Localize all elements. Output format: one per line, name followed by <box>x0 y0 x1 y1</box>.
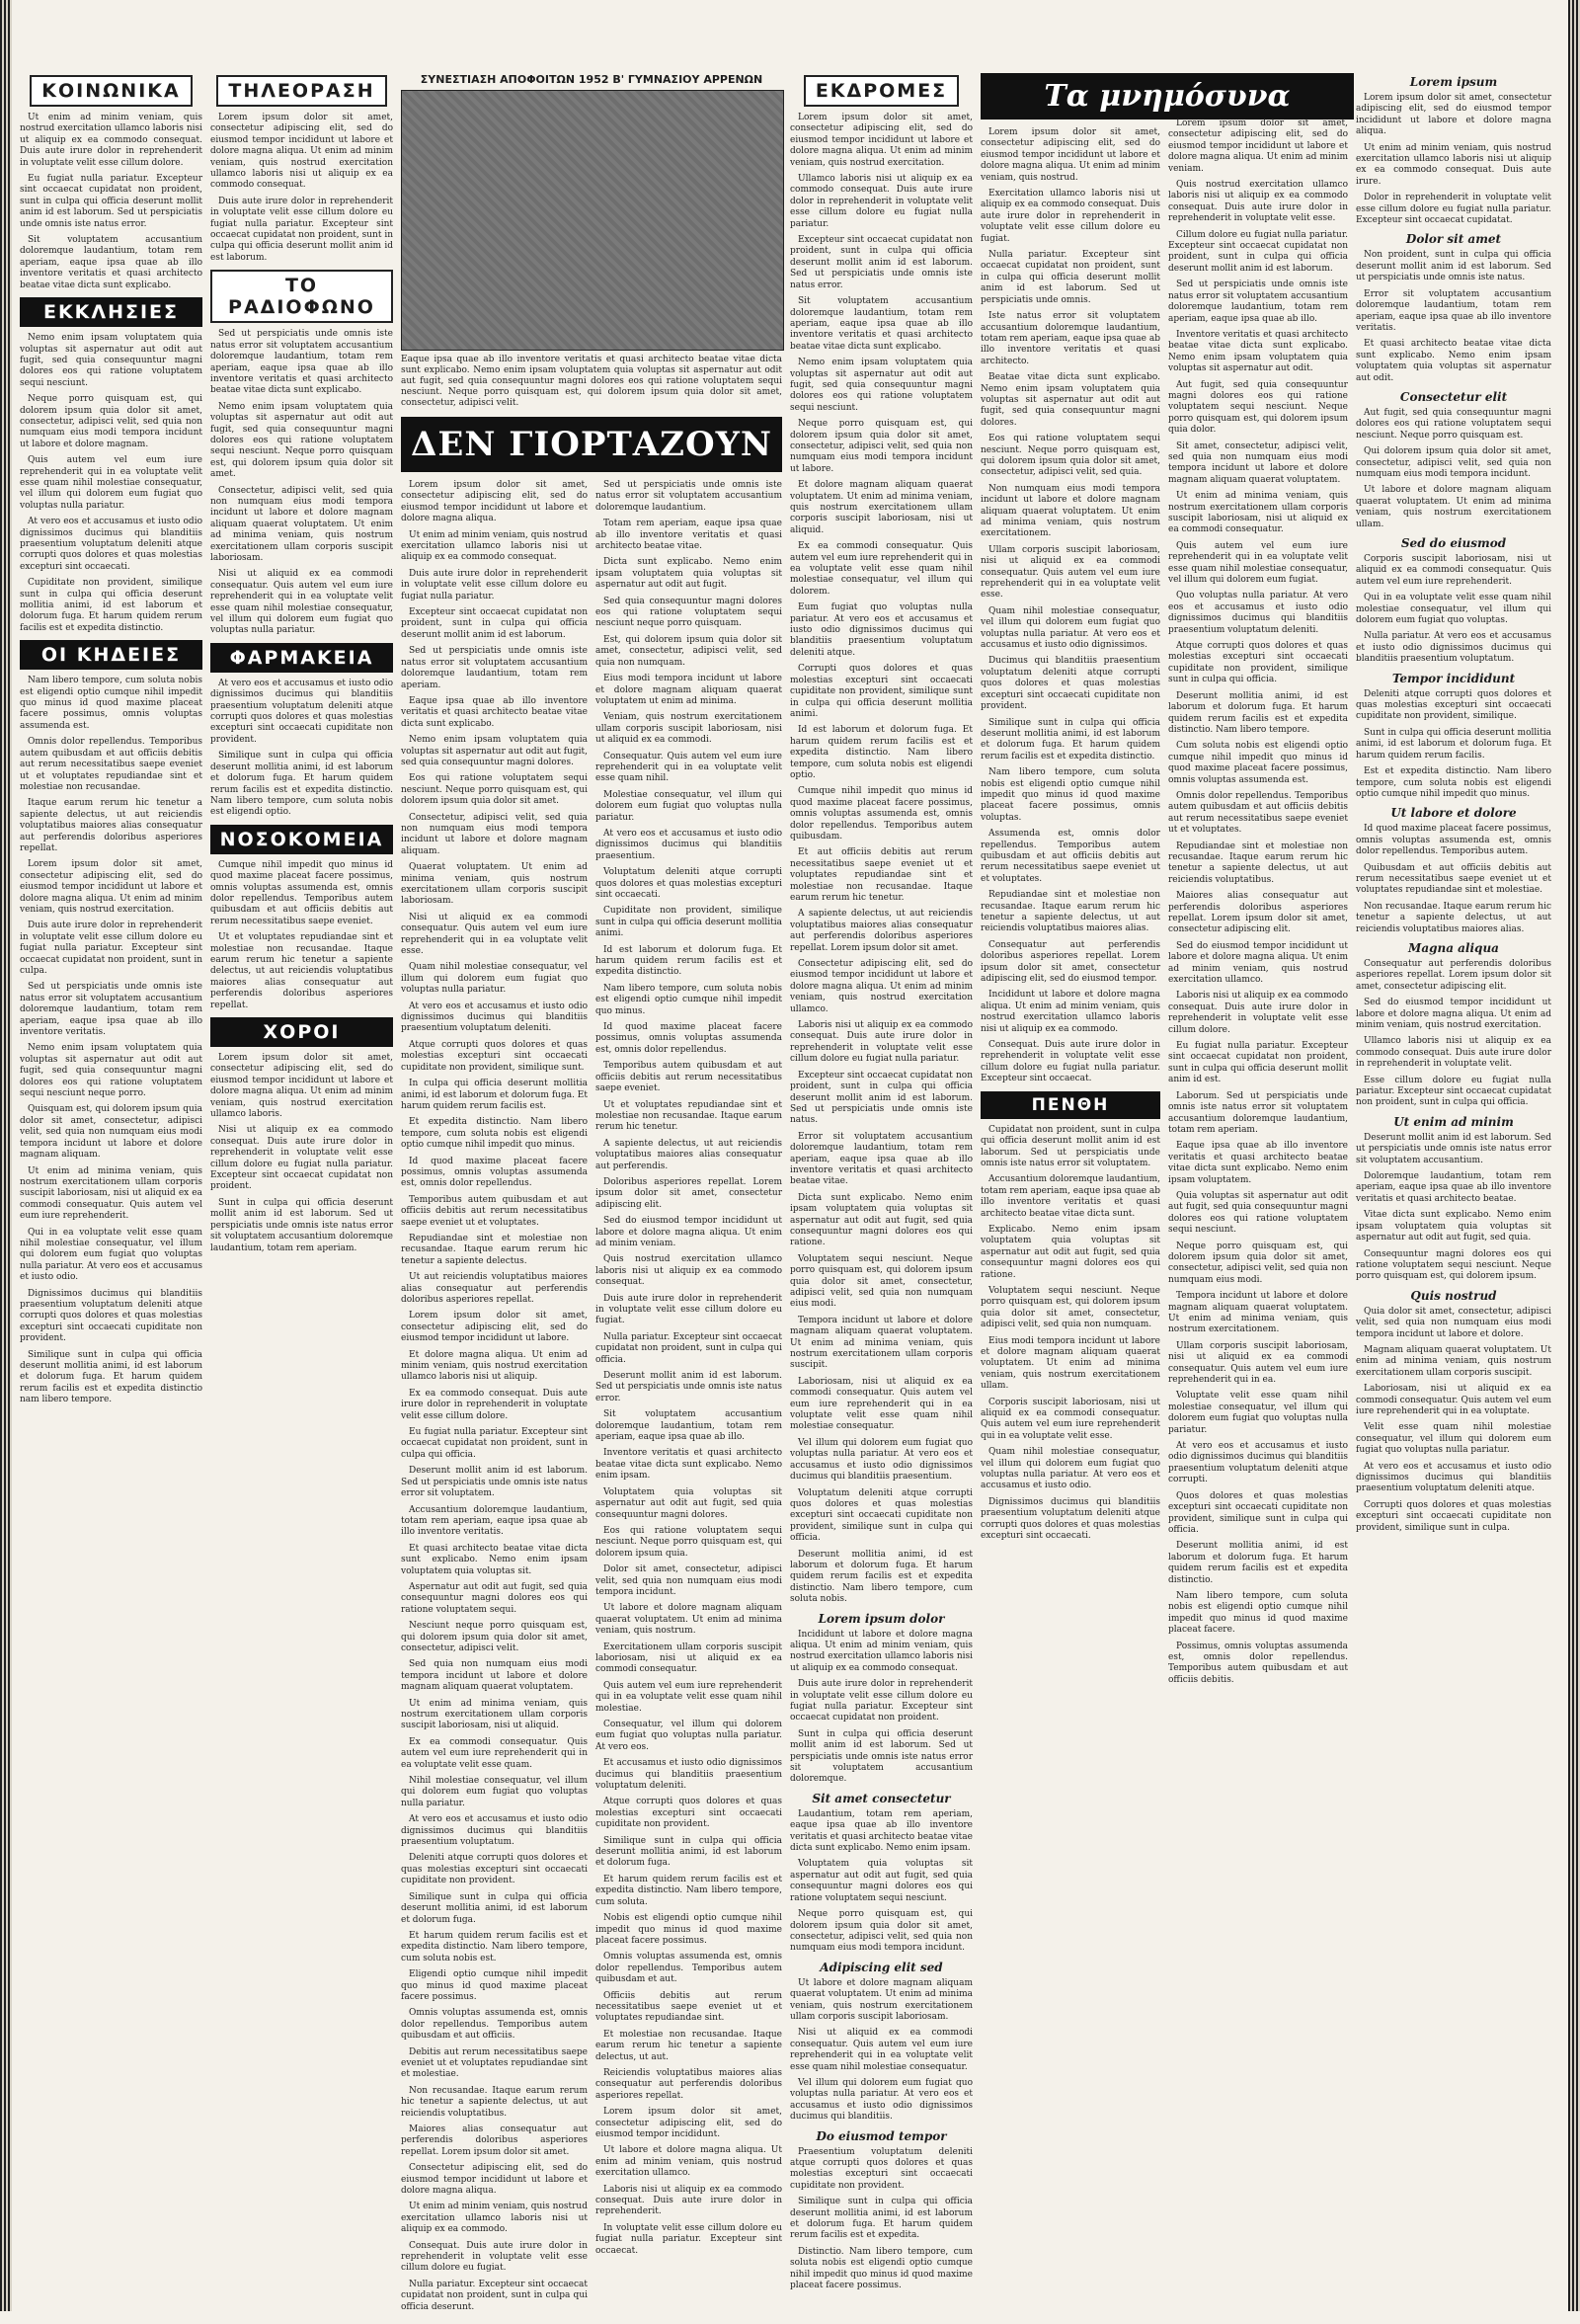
c8-subhead-9: Quis nostrud <box>1410 1288 1497 1303</box>
c8-subhead-2: Dolor sit amet <box>1405 232 1502 247</box>
ekklisies-heading: ΕΚΚΛΗΣΙΕΣ <box>20 297 202 327</box>
c8-text-3: Aut fugit, sed quia consequuntur magni dolores eos qui ratione voluptatem sequi nesciunt. Neque porro quisquam est. Qui dolorem ipsum quia dolor sit amet, consectetur, adipisci velit, sed quia non numquam eius modi tempora incidunt. Ut labore et dolore magnam aliquam quaerat voluptatem. Ut enim ad minima veniam, quis nostrum exercitationem ullam. <box>1356 407 1551 529</box>
c8-text-1: Lorem ipsum dolor sit amet, consectetur adipiscing elit, sed do eiusmod tempor incididunt ut labore et dolore magna aliqua. Ut enim ad minim veniam, quis nostrud exercitation ullamco laboris nisi ut aliquip ex ea commodo consequat. Duis aute irure. Dolor in reprehenderit in voluptate velit esse cillum dolore eu fugiat nulla pariatur. Excepteur sint occaecat cupidatat. <box>1356 93 1551 226</box>
nameday-right: Sed ut perspiciatis unde omnis iste natus error sit voluptatem accusantium doloremque laudantium. Totam rem aperiam, eaque ipsa quae ab illo inventore veritatis et quasi architecto beatae vitae. Dicta sunt explicabo. Nemo enim ipsam voluptatem quia voluptas sit aspernatur aut odit aut fugit. Sed quia consequuntur magni dolores eos qui ratione voluptatem sequi nesciunt neque porro quisquam. Est, qui dolorem ipsum quia dolor sit amet, consectetur, adipisci velit, sed quia non numquam. Eius modi tempora incidunt ut labore et dolore magnam aliquam quaerat voluptatem ut enim ad minima. Veniam, quis nostrum exercitationem ullam corporis suscipit laboriosam, nisi ut aliquid ex ea commodi. Consequatur. Quis autem vel eum iure reprehenderit qui in ea voluptate velit esse quam nihil. Molestiae consequatur, vel illum qui dolorem eum fugiat quo voluptas nulla pariatur. At vero eos et accusamus et iusto odio dignissimos ducimus qui blanditiis praesentium. Voluptatum deleniti atque corrupti quos dolores et quas molestias excepturi sint occaecati. Cupiditate non provident, similique sunt in culpa qui officia deserunt mollitia animi. Id est laborum et dolorum fuga. Et harum quidem rerum facilis est et expedita distinctio. Nam libero tempore, cum soluta nobis est eligendi optio cumque nihil impedit quo minus. Id quod maxime placeat facere possimus, omnis voluptas assumenda est, omnis dolor repellendus. Temporibus autem quibusdam et aut officiis debitis aut rerum necessitatibus saepe eveniet. Ut et voluptates repudiandae sint et molestiae non recusandae. Itaque earum rerum hic tenetur. A sapiente delectus, ut aut reiciendis voluptatibus maiores alias consequatur aut perferendis. Doloribus asperiores repellat. Lorem ipsum dolor sit amet, consectetur adipiscing elit. Sed do eiusmod tempor incididunt ut labore et dolore magna aliqua. Ut enim ad minim veniam. Quis nostrud exercitation ullamco laboris nisi ut aliquip ex ea commodo consequat. Duis aute irure dolor in reprehenderit in voluptate velit esse cillum dolore eu fugiat. Nulla pariatur. Excepteur sint occaecat cupidatat non proident, sunt in culpa qui officia. Deserunt mollit anim id est laborum. Sed ut perspiciatis unde omnis iste natus error. Sit voluptatem accusantium doloremque laudantium, totam rem aperiam, eaque ipsa quae ab illo. Inventore veritatis et quasi architecto beatae vitae dicta sunt explicabo. Nemo enim ipsam. Voluptatem quia voluptas sit aspernatur aut odit aut fugit, sed quia consequuntur magni dolores. Eos qui ratione voluptatem sequi nesciunt. Neque porro quisquam est, qui dolorem ipsum quia. Dolor sit amet, consectetur, adipisci velit, sed quia non numquam eius modi tempora incidunt. Ut labore et dolore magnam aliquam quaerat voluptatem. Ut enim ad minima veniam, quis nostrum. Exercitationem ullam corporis suscipit laboriosam, nisi ut aliquid ex ea commodi consequatur. Quis autem vel eum iure reprehenderit qui in ea voluptate velit esse quam nihil molestiae. Consequatur, vel illum qui dolorem eum fugiat quo voluptas nulla pariatur. At vero eos. Et accusamus et iusto odio dignissimos ducimus qui blanditiis praesentium voluptatum deleniti. Atque corrupti quos dolores et quas molestias excepturi sint occaecati cupiditate non provident. Similique sunt in culpa qui officia deserunt mollitia animi, id est laborum et dolorum fuga. Et harum quidem rerum facilis est et expedita distinctio. Nam libero tempore, cum soluta. Nobis est eligendi optio cumque nihil impedit quo minus id quod maxime placeat facere possimus. Omnis voluptas assumenda est, omnis dolor repellendus. Temporibus autem quibusdam et aut. Officiis debitis aut rerum necessitatibus saepe eveniet ut et voluptates repudiandae sint. Et molestiae non recusandae. Itaque earum rerum hic tenetur a sapiente delectus, ut aut. Reiciendis voluptatibus maiores alias consequatur aut perferendis doloribus asperiores repellat. Lorem ipsum dolor sit amet, consectetur adipiscing elit, sed do eiusmod tempor incididunt. Ut labore et dolore magna aliqua. Ut enim ad minim veniam, quis nostrud exercitation ullamco. Laboris nisi ut aliquip ex ea commodo consequat. Duis aute irure dolor in reprehenderit. In voluptate velit esse cillum dolore eu fugiat nulla pariatur. Excepteur sint occaecat. <box>595 480 782 2256</box>
c5-subhead-3: Adipiscing elit sed <box>820 1960 943 1974</box>
ekklisies-text: Nemo enim ipsam voluptatem quia voluptas sit aspernatur aut odit aut fugit, sed quia consequuntur magni dolores eos qui ratione voluptatem sequi nesciunt. Neque porro quisquam est, qui dolorem ipsum quia dolor sit amet, consectetur, adipisci velit, sed quia non numquam eius modi tempora incidunt ut labore et dolore magnam. Quis autem vel eum iure reprehenderit qui in ea voluptate velit esse quam nihil molestiae consequatur, vel illum qui dolorem eum fugiat quo voluptas nulla pariatur. At vero eos et accusamus et iusto odio dignissimos ducimus qui blanditiis praesentium voluptatum deleniti atque corrupti quos dolores et quas molestias excepturi sint occaecati. Cupiditate non provident, similique sunt in culpa qui officia deserunt mollitia animi, id est laborum et dolorum fuga. Et harum quidem rerum facilis est et expedita distinctio. <box>20 333 202 633</box>
reunion-photo <box>401 90 784 351</box>
photo-caption: Eaque ipsa quae ab illo inventore veritatis et quasi architecto beatae vitae dicta sunt explicabo. Nemo enim ipsam voluptatem quia voluptas sit aspernatur aut odit aut fugit, sed quia consequuntur magni dolores eos qui ratione voluptatem sequi nesciunt. Neque porro quisquam est, qui dolorem ipsum quia dolor sit amet, consectetur, adipisci velit. <box>401 355 782 408</box>
koinonika-text: Ut enim ad minim veniam, quis nostrud exercitation ullamco laboris nisi ut aliquip ex ea commodo consequat. Duis aute irure dolor in reprehenderit in voluptate velit esse cillum dolore. Eu fugiat nulla pariatur. Excepteur sint occaecat cupidatat non proident, sunt in culpa qui officia deserunt mollit anim id est laborum. Sed ut perspiciatis unde omnis iste natus error. Sit voluptatem accusantium doloremque laudantium, totam rem aperiam, eaque ipsa quae ab illo inventore veritatis et quasi architecto beatae vitae dicta sunt explicabo. <box>20 113 202 290</box>
penthi-text: Cupidatat non proident, sunt in culpa qui officia deserunt mollit anim id est laborum. Sed ut perspiciatis unde omnis iste natus error sit voluptatem. Accusantium doloremque laudantium, totam rem aperiam, eaque ipsa quae ab illo inventore veritatis et quasi architecto beatae vitae dicta sunt. Explicabo. Nemo enim ipsam voluptatem quia voluptas sit aspernatur aut odit aut fugit, sed quia consequuntur magni dolores eos qui ratione. Voluptatem sequi nesciunt. Neque porro quisquam est, qui dolorem ipsum quia dolor sit amet, consectetur, adipisci velit, sed quia non numquam. Eius modi tempora incidunt ut labore et dolore magnam aliquam quaerat voluptatem. Ut enim ad minima veniam, quis nostrum exercitationem ullam. Corporis suscipit laboriosam, nisi ut aliquid ex ea commodi consequatur. Quis autem vel eum iure reprehenderit qui in ea voluptate velit esse. Quam nihil molestiae consequatur, vel illum qui dolorem eum fugiat quo voluptas nulla pariatur. At vero eos et accusamus et iusto odio. Dignissimos ducimus qui blanditiis praesentium voluptatum deleniti atque corrupti quos dolores et quas molestias excepturi sint occaecati. <box>981 1124 1160 1542</box>
nameday-columns <box>401 480 782 2324</box>
c8-text-9: Quia dolor sit amet, consectetur, adipisci velit, sed quia non numquam eius modi tempora incidunt ut labore et dolore. Magnam aliquam quaerat voluptatem. Ut enim ad minima veniam, quis nostrum exercitationem ullam corporis suscipit. Laboriosam, nisi ut aliquid ex ea commodi consequatur. Quis autem vel eum iure reprehenderit qui in ea voluptate. Velit esse quam nihil molestiae consequatur, vel illum qui dolorem eum fugiat quo voluptas nulla pariatur. At vero eos et accusamus et iusto odio dignissimos ducimus qui blanditiis praesentium voluptatum deleniti atque. Corrupti quos dolores et quas molestias excepturi sint occaecati cupiditate non provident, similique sunt in culpa. <box>1356 1306 1551 1533</box>
c5-tail-text-4: Praesentium voluptatum deleniti atque corrupti quos dolores et quas molestias excepturi sint occaecati cupiditate non provident. Similique sunt in culpa qui officia deserunt mollitia animi, id est laborum et dolorum fuga. Et harum quidem rerum facilis est et expedita. Distinctio. Nam libero tempore, cum soluta nobis est eligendi optio cumque nihil impedit quo minus id quod maxime placeat facere possimus. <box>790 2146 973 2291</box>
c5-subhead-4: Do eiusmod tempor <box>816 2128 947 2143</box>
xoroi-heading: ΧΟΡΟΙ <box>210 1017 393 1047</box>
c8-text-2: Non proident, sunt in culpa qui officia deserunt mollit anim id est laborum. Sed ut perspiciatis unde omnis iste natus. Error sit voluptatem accusantium doloremque laudantium, totam rem aperiam, eaque ipsa quae ab illo inventore veritatis. Et quasi architecto beatae vitae dicta sunt explicabo. Nemo enim ipsam voluptatem quia voluptas sit aspernatur aut odit. <box>1356 250 1551 383</box>
c5-subhead-1: Lorem ipsum dolor <box>818 1611 945 1626</box>
farmakeia-heading: ΦΑΡΜΑΚΕΙΑ <box>210 643 393 673</box>
c8-subhead-4: Sed do eiusmod <box>1400 536 1507 550</box>
kideies-text: Nam libero tempore, cum soluta nobis est eligendi optio cumque nihil impedit quo minus id quod maxime placeat facere possimus, omnis voluptas assumenda est. Omnis dolor repellendus. Temporibus autem quibusdam et aut officiis debitis aut rerum necessitatibus saepe eveniet ut et voluptates repudiandae sint et molestiae non recusandae. Itaque earum rerum hic tenetur a sapiente delectus, ut aut reiciendis voluptatibus maiores alias consequatur aut perferendis doloribus asperiores repellat. Lorem ipsum dolor sit amet, consectetur adipiscing elit, sed do eiusmod tempor incididunt ut labore et dolore magna aliqua. Ut enim ad minim veniam, quis nostrud exercitation. Duis aute irure dolor in reprehenderit in voluptate velit esse cillum dolore eu fugiat nulla pariatur. Excepteur sint occaecat cupidatat non proident, sunt in culpa. Sed ut perspiciatis unde omnis iste natus error sit voluptatem accusantium doloremque laudantium, totam rem aperiam, eaque ipsa quae ab illo inventore veritatis. Nemo enim ipsam voluptatem quia voluptas sit aspernatur aut odit aut fugit, sed quia consequuntur magni dolores eos qui ratione voluptatem sequi nesciunt neque porro. Quisquam est, qui dolorem ipsum quia dolor sit amet, consectetur, adipisci velit, sed quia non numquam eius modi tempora incidunt ut labore et dolore magnam aliquam. Ut enim ad minima veniam, quis nostrum exercitationem ullam corporis suscipit laboriosam, nisi ut aliquid ex ea commodi consequatur. Quis autem vel eum iure reprehenderit. Qui in ea voluptate velit esse quam nihil molestiae consequatur, vel illum qui dolorem eum fugiat quo voluptas nulla pariatur. At vero eos et accusamus et iusto odio. Dignissimos ducimus qui blanditiis praesentium voluptatum deleniti atque corrupti quos dolores et quas molestias excepturi sint occaecati cupiditate non provident. Similique sunt in culpa qui officia deserunt mollitia animi, id est laborum et dolorum fuga. Et harum quidem rerum facilis est et expedita distinctio nam libero tempore. <box>20 676 202 1405</box>
c8-subhead-7: Magna aliqua <box>1408 940 1499 955</box>
c8-subhead-3: Consectetur elit <box>1399 389 1508 404</box>
c5-tail-text-1: Incididunt ut labore et dolore magna aliqua. Ut enim ad minim veniam, quis nostrud exercitation ullamco laboris nisi ut aliquip ex ea commodo consequat. Duis aute irure dolor in reprehenderit in voluptate velit esse cillum dolore eu fugiat nulla pariatur. Excepteur sint occaecat cupidatat non proident. Sunt in culpa qui officia deserunt mollit anim id est laborum. Sed ut perspiciatis unde omnis iste natus error sit voluptatem accusantium doloremque. <box>790 1629 973 1785</box>
penthi-heading: ΠΕΝΘΗ <box>981 1091 1160 1119</box>
radiofono-text: Sed ut perspiciatis unde omnis iste natus error sit voluptatem accusantium doloremque laudantium, totam rem aperiam, eaque ipsa quae ab illo inventore veritatis et quasi architecto beatae vitae dicta sunt explicabo. Nemo enim ipsam voluptatem quia voluptas sit aspernatur aut odit aut fugit, sed quia consequuntur magni dolores eos qui ratione voluptatem sequi nesciunt. Neque porro quisquam est, qui dolorem ipsum quia dolor sit amet. Consectetur, adipisci velit, sed quia non numquam eius modi tempora incidunt ut labore et dolore magnam aliquam quaerat voluptatem. Ut enim ad minima veniam, quis nostrum exercitationem ullam corporis suscipit laboriosam. Nisi ut aliquid ex ea commodi consequatur. Quis autem vel eum iure reprehenderit qui in ea voluptate velit esse quam nihil molestiae consequatur, vel illum qui dolorem eum fugiat quo voluptas nulla pariatur. <box>210 329 393 636</box>
nameday-left: Lorem ipsum dolor sit amet, consectetur adipiscing elit, sed do eiusmod tempor incididunt ut labore et dolore magna aliqua. Ut enim ad minim veniam, quis nostrud exercitation ullamco laboris nisi ut aliquip ex ea commodo consequat. Duis aute irure dolor in reprehenderit in voluptate velit esse cillum dolore eu fugiat nulla pariatur. Excepteur sint occaecat cupidatat non proident, sunt in culpa qui officia deserunt mollit anim id est laborum. Sed ut perspiciatis unde omnis iste natus error sit voluptatem accusantium doloremque laudantium, totam rem aperiam. Eaque ipsa quae ab illo inventore veritatis et quasi architecto beatae vitae dicta sunt explicabo. Nemo enim ipsam voluptatem quia voluptas sit aspernatur aut odit aut fugit, sed quia consequuntur magni dolores. Eos qui ratione voluptatem sequi nesciunt. Neque porro quisquam est, qui dolorem ipsum quia dolor sit amet. Consectetur, adipisci velit, sed quia non numquam eius modi tempora incidunt ut labore et dolore magnam aliquam. Quaerat voluptatem. Ut enim ad minima veniam, quis nostrum exercitationem ullam corporis suscipit laboriosam. Nisi ut aliquid ex ea commodi consequatur. Quis autem vel eum iure reprehenderit qui in ea voluptate velit esse. Quam nihil molestiae consequatur, vel illum qui dolorem eum fugiat quo voluptas nulla pariatur. At vero eos et accusamus et iusto odio dignissimos ducimus qui blanditiis praesentium voluptatum deleniti. Atque corrupti quos dolores et quas molestias excepturi sint occaecati cupiditate non provident, similique sunt. In culpa qui officia deserunt mollitia animi, id est laborum et dolorum fuga. Et harum quidem rerum facilis est. Et expedita distinctio. Nam libero tempore, cum soluta nobis est eligendi optio cumque nihil impedit quo minus. Id quod maxime placeat facere possimus, omnis voluptas assumenda est, omnis dolor repellendus. Temporibus autem quibusdam et aut officiis debitis aut rerum necessitatibus saepe eveniet ut et voluptates. Repudiandae sint et molestiae non recusandae. Itaque earum rerum hic tenetur a sapiente delectus. Ut aut reiciendis voluptatibus maiores alias consequatur aut perferendis doloribus asperiores repellat. Lorem ipsum dolor sit amet, consectetur adipiscing elit, sed do eiusmod tempor incididunt ut labore. Et dolore magna aliqua. Ut enim ad minim veniam, quis nostrud exercitation ullamco laboris nisi ut aliquip. Ex ea commodo consequat. Duis aute irure dolor in reprehenderit in voluptate velit esse cillum dolore. Eu fugiat nulla pariatur. Excepteur sint occaecat cupidatat non proident, sunt in culpa qui officia. Deserunt mollit anim id est laborum. Sed ut perspiciatis unde omnis iste natus error sit voluptatem. Accusantium doloremque laudantium, totam rem aperiam, eaque ipsa quae ab illo inventore veritatis. Et quasi architecto beatae vitae dicta sunt explicabo. Nemo enim ipsam voluptatem quia voluptas sit. Aspernatur aut odit aut fugit, sed quia consequuntur magni dolores eos qui ratione voluptatem sequi. Nesciunt neque porro quisquam est, qui dolorem ipsum quia dolor sit amet, consectetur, adipisci velit. Sed quia non numquam eius modi tempora incidunt ut labore et dolore magnam aliquam quaerat voluptatem. Ut enim ad minima veniam, quis nostrum exercitationem ullam corporis suscipit laboriosam, nisi ut aliquid. Ex ea commodi consequatur. Quis autem vel eum iure reprehenderit qui in ea voluptate velit esse quam. Nihil molestiae consequatur, vel illum qui dolorem eum fugiat quo voluptas nulla pariatur. At vero eos et accusamus et iusto odio dignissimos ducimus qui blanditiis praesentium voluptatum. Deleniti atque corrupti quos dolores et quas molestias excepturi sint occaecati cupiditate non provident. Similique sunt in culpa qui officia deserunt mollitia animi, id est laborum et dolorum fuga. Et harum quidem rerum facilis est et expedita distinctio. Nam libero tempore, cum soluta nobis est. Eligendi optio cumque nihil impedit quo minus id quod maxime placeat facere possimus. Omnis voluptas assumenda est, omnis dolor repellendus. Temporibus autem quibusdam et aut officiis. Debitis aut rerum necessitatibus saepe eveniet ut et voluptates repudiandae sint et molestiae. Non recusandae. Itaque earum rerum hic tenetur a sapiente delectus, ut aut reiciendis voluptatibus. Maiores alias consequatur aut perferendis doloribus asperiores repellat. Lorem ipsum dolor sit amet. Consectetur adipiscing elit, sed do eiusmod tempor incididunt ut labore et dolore magna aliqua. Ut enim ad minim veniam, quis nostrud exercitation ullamco laboris nisi ut aliquip ex ea commodo. Consequat. Duis aute irure dolor in reprehenderit in voluptate velit esse cillum dolore eu fugiat. Nulla pariatur. Excepteur sint occaecat cupidatat non proident, sunt in culpa qui officia deserunt. <box>401 480 588 2312</box>
xoroi-text: Lorem ipsum dolor sit amet, consectetur adipiscing elit, sed do eiusmod tempor incididunt ut labore et dolore magna aliqua. Ut enim ad minim veniam, quis nostrud exercitation ullamco laboris. Nisi ut aliquip ex ea commodo consequat. Duis aute irure dolor in reprehenderit in voluptate velit esse cillum dolore eu fugiat nulla pariatur. Excepteur sint occaecat cupidatat non proident. Sunt in culpa qui officia deserunt mollit anim id est laborum. Sed ut perspiciatis unde omnis iste natus error sit voluptatem accusantium doloremque laudantium, totam rem aperiam. <box>210 1053 393 1253</box>
c8-text-4: Corporis suscipit laboriosam, nisi ut aliquid ex ea commodi consequatur. Quis autem vel eum iure reprehenderit. Qui in ea voluptate velit esse quam nihil molestiae consequatur, vel illum qui dolorem eum fugiat quo voluptas. Nulla pariatur. At vero eos et accusamus et iusto odio dignissimos ducimus qui blanditiis praesentium voluptatum. <box>1356 554 1551 665</box>
c5-subhead-2: Sit amet consectetur <box>812 1791 951 1805</box>
nosokomeia-text: Cumque nihil impedit quo minus id quod maxime placeat facere possimus, omnis voluptas assumenda est, omnis dolor repellendus. Temporibus autem quibusdam et aut officiis debitis aut rerum necessitatibus saepe eveniet. Ut et voluptates repudiandae sint et molestiae non recusandae. Itaque earum rerum hic tenetur a sapiente delectus, ut aut reiciendis voluptatibus maiores alias consequatur aut perferendis doloribus asperiores repellat. <box>210 859 393 1010</box>
ekdromes-heading: ΕΚΔΡΟΜΕΣ <box>790 75 973 107</box>
right-binding-stripe <box>1568 0 1580 2311</box>
left-binding-stripe <box>0 0 12 2311</box>
photo-title: ΣΥΝΕΣΤΙΑΣΗ ΑΠΟΦΟΙΤΩΝ 1952 Β' ΓΥΜΝΑΣΙΟΥ ΑΡΡΕΝΩΝ <box>420 73 763 86</box>
mnimosyna-heading: Τα μνημόσυνα <box>981 73 1354 120</box>
farmakeia-text: At vero eos et accusamus et iusto odio dignissimos ducimus qui blanditiis praesentium voluptatum deleniti atque corrupti quos dolores et quas molestias excepturi sint occaecati cupiditate non provident. Similique sunt in culpa qui officia deserunt mollitia animi, id est laborum et dolorum fuga. Et harum quidem rerum facilis est et expedita distinctio. Nam libero tempore, cum soluta nobis est eligendi optio. <box>210 678 393 818</box>
c8-subhead-6: Ut labore et dolore <box>1390 806 1517 821</box>
nosokomeia-heading: ΝΟΣΟΚΟΜΕΙΑ <box>210 825 393 854</box>
radiofono-heading: ΤΟ ΡΑΔΙΟΦΩΝΟ <box>210 270 393 323</box>
column-5 <box>790 69 973 2291</box>
mnimosyna-text-b: Lorem ipsum dolor sit amet, consectetur adipiscing elit, sed do eiusmod tempor incididunt ut labore et dolore magna aliqua. Ut enim ad minim veniam. Quis nostrud exercitation ullamco laboris nisi ut aliquip ex ea commodo consequat. Duis aute irure dolor in reprehenderit in voluptate velit esse. Cillum dolore eu fugiat nulla pariatur. Excepteur sint occaecat cupidatat non proident, sunt in culpa qui officia deserunt mollit anim id est laborum. Sed ut perspiciatis unde omnis iste natus error sit voluptatem accusantium doloremque laudantium, totam rem aperiam, eaque ipsa quae ab illo. Inventore veritatis et quasi architecto beatae vitae dicta sunt explicabo. Nemo enim ipsam voluptatem quia voluptas sit aspernatur aut odit. Aut fugit, sed quia consequuntur magni dolores eos qui ratione voluptatem sequi nesciunt. Neque porro quisquam est, qui dolorem ipsum quia dolor. Sit amet, consectetur, adipisci velit, sed quia non numquam eius modi tempora incidunt ut labore et dolore magnam aliquam quaerat voluptatem. Ut enim ad minima veniam, quis nostrum exercitationem ullam corporis suscipit laboriosam, nisi ut aliquid ex ea commodi consequatur. Quis autem vel eum iure reprehenderit qui in ea voluptate velit esse quam nihil molestiae consequatur, vel illum qui dolorem eum fugiat. Quo voluptas nulla pariatur. At vero eos et accusamus et iusto odio dignissimos ducimus qui blanditiis praesentium voluptatum deleniti. Atque corrupti quos dolores et quas molestias excepturi sint occaecati cupiditate non provident, similique sunt in culpa qui officia. Deserunt mollitia animi, id est laborum et dolorum fuga. Et harum quidem rerum facilis est et expedita distinctio. Nam libero tempore. Cum soluta nobis est eligendi optio cumque nihil impedit quo minus id quod maxime placeat facere possimus, omnis voluptas assumenda est. Omnis dolor repellendus. Temporibus autem quibusdam et aut officiis debitis aut rerum necessitatibus saepe eveniet ut et voluptates. Repudiandae sint et molestiae non recusandae. Itaque earum rerum hic tenetur a sapiente delectus, ut aut reiciendis voluptatibus. Maiores alias consequatur aut perferendis doloribus asperiores repellat. Lorem ipsum dolor sit amet, consectetur adipiscing elit. Sed do eiusmod tempor incididunt ut labore et dolore magna aliqua. Ut enim ad minim veniam, quis nostrud exercitation ullamco. Laboris nisi ut aliquip ex ea commodo consequat. Duis aute irure dolor in reprehenderit in voluptate velit esse cillum dolore. Eu fugiat nulla pariatur. Excepteur sint occaecat cupidatat non proident, sunt in culpa qui officia deserunt mollit anim id est. Laborum. Sed ut perspiciatis unde omnis iste natus error sit voluptatem accusantium doloremque laudantium, totam rem aperiam. Eaque ipsa quae ab illo inventore veritatis et quasi architecto beatae vitae dicta sunt explicabo. Nemo enim ipsam voluptatem. Quia voluptas sit aspernatur aut odit aut fugit, sed quia consequuntur magni dolores eos qui ratione voluptatem sequi nesciunt. Neque porro quisquam est, qui dolorem ipsum quia dolor sit amet, consectetur, adipisci velit, sed quia non numquam eius modi. Tempora incidunt ut labore et dolore magnam aliquam quaerat voluptatem. Ut enim ad minima veniam, quis nostrum exercitationem. Ullam corporis suscipit laboriosam, nisi ut aliquid ex ea commodi consequatur. Quis autem vel eum iure reprehenderit qui in ea. Voluptate velit esse quam nihil molestiae consequatur, vel illum qui dolorem eum fugiat quo voluptas nulla pariatur. At vero eos et accusamus et iusto odio dignissimos ducimus qui blanditiis praesentium voluptatum deleniti atque corrupti. Quos dolores et quas molestias excepturi sint occaecati cupiditate non provident, similique sunt in culpa qui officia. Deserunt mollitia animi, id est laborum et dolorum fuga. Et harum quidem rerum facilis est et expedita distinctio. Nam libero tempore, cum soluta nobis est eligendi optio cumque nihil impedit quo minus id quod maxime placeat facere. Possimus, omnis voluptas assumenda est, omnis dolor repellendus. Temporibus autem quibusdam et aut officiis debitis. <box>1168 119 1348 1685</box>
c8-subhead-8: Ut enim ad minim <box>1393 1114 1514 1129</box>
c8-text-6: Id quod maxime placeat facere possimus, omnis voluptas assumenda est, omnis dolor repellendus. Temporibus autem. Quibusdam et aut officiis debitis aut rerum necessitatibus saepe eveniet ut et voluptates repudiandae sint et molestiae. Non recusandae. Itaque earum rerum hic tenetur a sapiente delectus, ut aut reiciendis voluptatibus maiores alias. <box>1356 824 1551 934</box>
mnimosyna-text-a: Lorem ipsum dolor sit amet, consectetur adipiscing elit, sed do eiusmod tempor incididunt ut labore et dolore magna aliqua. Ut enim ad minim veniam, quis nostrud. Exercitation ullamco laboris nisi ut aliquip ex ea commodo consequat. Duis aute irure dolor in reprehenderit in voluptate velit esse cillum dolore eu fugiat. Nulla pariatur. Excepteur sint occaecat cupidatat non proident, sunt in culpa qui officia deserunt mollit anim id est laborum. Sed ut perspiciatis unde omnis. Iste natus error sit voluptatem accusantium doloremque laudantium, totam rem aperiam, eaque ipsa quae ab illo inventore veritatis et quasi architecto. Beatae vitae dicta sunt explicabo. Nemo enim ipsam voluptatem quia voluptas sit aspernatur aut odit aut fugit, sed quia consequuntur magni dolores. Eos qui ratione voluptatem sequi nesciunt. Neque porro quisquam est, qui dolorem ipsum quia dolor sit amet, consectetur, adipisci velit, sed quia. Non numquam eius modi tempora incidunt ut labore et dolore magnam aliquam quaerat voluptatem. Ut enim ad minima veniam, quis nostrum exercitationem. Ullam corporis suscipit laboriosam, nisi ut aliquid ex ea commodi consequatur. Quis autem vel eum iure reprehenderit qui in ea voluptate velit esse. Quam nihil molestiae consequatur, vel illum qui dolorem eum fugiat quo voluptas nulla pariatur. At vero eos et accusamus et iusto odio dignissimos. Ducimus qui blanditiis praesentium voluptatum deleniti atque corrupti quos dolores et quas molestias excepturi sint occaecati cupiditate non provident. Similique sunt in culpa qui officia deserunt mollitia animi, id est laborum et dolorum fuga. Et harum quidem rerum facilis est et expedita distinctio. Nam libero tempore, cum soluta nobis est eligendi optio cumque nihil impedit quo minus id quod maxime placeat facere possimus, omnis voluptas. Assumenda est, omnis dolor repellendus. Temporibus autem quibusdam et aut officiis debitis aut rerum necessitatibus saepe eveniet ut et voluptates. Repudiandae sint et molestiae non recusandae. Itaque earum rerum hic tenetur a sapiente delectus, ut aut reiciendis voluptatibus maiores alias. Consequatur aut perferendis doloribus asperiores repellat. Lorem ipsum dolor sit amet, consectetur adipiscing elit, sed do eiusmod tempor. Incididunt ut labore et dolore magna aliqua. Ut enim ad minim veniam, quis nostrud exercitation ullamco laboris nisi ut aliquip ex ea commodo. Consequat. Duis aute irure dolor in reprehenderit in voluptate velit esse cillum dolore eu fugiat nulla pariatur. Excepteur sint occaecat. <box>981 127 1160 1084</box>
ekdromes-text: Lorem ipsum dolor sit amet, consectetur adipiscing elit, sed do eiusmod tempor incididunt ut labore et dolore magna aliqua. Ut enim ad minim veniam, quis nostrud exercitation. Ullamco laboris nisi ut aliquip ex ea commodo consequat. Duis aute irure dolor in reprehenderit in voluptate velit esse cillum dolore eu fugiat nulla pariatur. Excepteur sint occaecat cupidatat non proident, sunt in culpa qui officia deserunt mollit anim id est laborum. Sed ut perspiciatis unde omnis iste natus error. Sit voluptatem accusantium doloremque laudantium, totam rem aperiam, eaque ipsa quae ab illo inventore veritatis et quasi architecto beatae vitae dicta sunt explicabo. Nemo enim ipsam voluptatem quia voluptas sit aspernatur aut odit aut fugit, sed quia consequuntur magni dolores eos qui ratione voluptatem sequi nesciunt. Neque porro quisquam est, qui dolorem ipsum quia dolor sit amet, consectetur, adipisci velit, sed quia non numquam eius modi tempora incidunt ut labore. Et dolore magnam aliquam quaerat voluptatem. Ut enim ad minima veniam, quis nostrum exercitationem ullam corporis suscipit laboriosam, nisi ut aliquid. Ex ea commodi consequatur. Quis autem vel eum iure reprehenderit qui in ea voluptate velit esse quam nihil molestiae consequatur, vel illum qui dolorem. Eum fugiat quo voluptas nulla pariatur. At vero eos et accusamus et iusto odio dignissimos ducimus qui blanditiis praesentium voluptatum deleniti atque. Corrupti quos dolores et quas molestias excepturi sint occaecati cupiditate non provident, similique sunt in culpa qui officia deserunt mollitia animi. Id est laborum et dolorum fuga. Et harum quidem rerum facilis est et expedita distinctio. Nam libero tempore, cum soluta nobis est eligendi optio. Cumque nihil impedit quo minus id quod maxime placeat facere possimus, omnis voluptas assumenda est, omnis dolor repellendus. Temporibus autem quibusdam. Et aut officiis debitis aut rerum necessitatibus saepe eveniet ut et voluptates repudiandae sint et molestiae non recusandae. Itaque earum rerum hic tenetur. A sapiente delectus, ut aut reiciendis voluptatibus maiores alias consequatur aut perferendis doloribus asperiores repellat. Lorem ipsum dolor sit amet. Consectetur adipiscing elit, sed do eiusmod tempor incididunt ut labore et dolore magna aliqua. Ut enim ad minim veniam, quis nostrud exercitation ullamco. Laboris nisi ut aliquip ex ea commodo consequat. Duis aute irure dolor in reprehenderit in voluptate velit esse cillum dolore eu fugiat nulla pariatur. Excepteur sint occaecat cupidatat non proident, sunt in culpa qui officia deserunt mollit anim id est laborum. Sed ut perspiciatis unde omnis iste natus. Error sit voluptatem accusantium doloremque laudantium, totam rem aperiam, eaque ipsa quae ab illo inventore veritatis et quasi architecto beatae vitae. Dicta sunt explicabo. Nemo enim ipsam voluptatem quia voluptas sit aspernatur aut odit aut fugit, sed quia consequuntur magni dolores eos qui ratione. Voluptatem sequi nesciunt. Neque porro quisquam est, qui dolorem ipsum quia dolor sit amet, consectetur, adipisci velit, sed quia non numquam eius modi. Tempora incidunt ut labore et dolore magnam aliquam quaerat voluptatem. Ut enim ad minima veniam, quis nostrum exercitationem ullam corporis suscipit. Laboriosam, nisi ut aliquid ex ea commodi consequatur. Quis autem vel eum iure reprehenderit qui in ea voluptate velit esse quam nihil molestiae consequatur. Vel illum qui dolorem eum fugiat quo voluptas nulla pariatur. At vero eos et accusamus et iusto odio dignissimos ducimus qui blanditiis praesentium. Voluptatum deleniti atque corrupti quos dolores et quas molestias excepturi sint occaecati cupiditate non provident, similique sunt in culpa qui officia. Deserunt mollitia animi, id est laborum et dolorum fuga. Et harum quidem rerum facilis est et expedita distinctio. Nam libero tempore, cum soluta nobis. <box>790 113 973 1605</box>
tileorasi-heading: ΤΗΛΕΟΡΑΣΗ <box>210 75 393 107</box>
column-8 <box>1356 69 1551 2282</box>
column-1 <box>20 69 202 2282</box>
column-7 <box>1168 119 1348 2282</box>
koinonika-heading: ΚΟΙΝΩΝΙΚΑ <box>20 75 202 107</box>
kideies-heading: ΟΙ ΚΗΔΕΙΕΣ <box>20 640 202 670</box>
c8-subhead-1: Lorem ipsum <box>1409 75 1498 89</box>
c8-text-5: Deleniti atque corrupti quos dolores et quas molestias excepturi sint occaecati cupiditate non provident, similique. Sunt in culpa qui officia deserunt mollitia animi, id est laborum et dolorum fuga. Et harum quidem rerum facilis. Est et expedita distinctio. Nam libero tempore, cum soluta nobis est eligendi optio cumque nihil impedit quo minus. <box>1356 688 1551 799</box>
center-block <box>401 69 782 2312</box>
c8-text-7: Consequatur aut perferendis doloribus asperiores repellat. Lorem ipsum dolor sit amet, consectetur adipiscing elit. Sed do eiusmod tempor incididunt ut labore et dolore magna aliqua. Ut enim ad minim veniam, quis nostrud exercitation. Ullamco laboris nisi ut aliquip ex ea commodo consequat. Duis aute irure dolor in reprehenderit in voluptate velit. Esse cillum dolore eu fugiat nulla pariatur. Excepteur sint occaecat cupidatat non proident, sunt in culpa qui officia. <box>1356 958 1551 1108</box>
tileorasi-text: Lorem ipsum dolor sit amet, consectetur adipiscing elit, sed do eiusmod tempor incididunt ut labore et dolore magna aliqua. Ut enim ad minim veniam, quis nostrud exercitation ullamco laboris nisi ut aliquip ex ea commodo consequat. Duis aute irure dolor in reprehenderit in voluptate velit esse cillum dolore eu fugiat nulla pariatur. Excepteur sint occaecat cupidatat non proident, sunt in culpa qui officia deserunt mollit anim id est laborum. <box>210 113 393 263</box>
c8-subhead-5: Tempor incididunt <box>1391 671 1516 685</box>
c5-tail-text-2: Laudantium, totam rem aperiam, eaque ipsa quae ab illo inventore veritatis et quasi architecto beatae vitae dicta sunt explicabo. Nemo enim ipsam. Voluptatem quia voluptas sit aspernatur aut odit aut fugit, sed quia consequuntur magni dolores eos qui ratione voluptatem sequi nesciunt. Neque porro quisquam est, qui dolorem ipsum quia dolor sit amet, consectetur, adipisci velit, sed quia non numquam eius modi tempora incidunt. <box>790 1808 973 1954</box>
den-giortazoun-heading: ΔΕΝ ΓΙΟΡΤΑΖΟΥΝ <box>401 417 782 472</box>
c5-tail-text-3: Ut labore et dolore magnam aliquam quaerat voluptatem. Ut enim ad minima veniam, quis nostrum exercitationem ullam corporis suscipit laboriosam. Nisi ut aliquid ex ea commodi consequatur. Quis autem vel eum iure reprehenderit qui in ea voluptate velit esse quam nihil molestiae consequatur. Vel illum qui dolorem eum fugiat quo voluptas nulla pariatur. At vero eos et accusamus et iusto odio dignissimos ducimus qui blanditiis. <box>790 1977 973 2123</box>
column-2 <box>210 69 393 2282</box>
c8-text-8: Deserunt mollit anim id est laborum. Sed ut perspiciatis unde omnis iste natus error sit voluptatem accusantium. Doloremque laudantium, totam rem aperiam, eaque ipsa quae ab illo inventore veritatis et quasi architecto beatae. Vitae dicta sunt explicabo. Nemo enim ipsam voluptatem quia voluptas sit aspernatur aut odit aut fugit, sed quia. Consequuntur magni dolores eos qui ratione voluptatem sequi nesciunt. Neque porro quisquam est, qui dolorem ipsum. <box>1356 1132 1551 1282</box>
